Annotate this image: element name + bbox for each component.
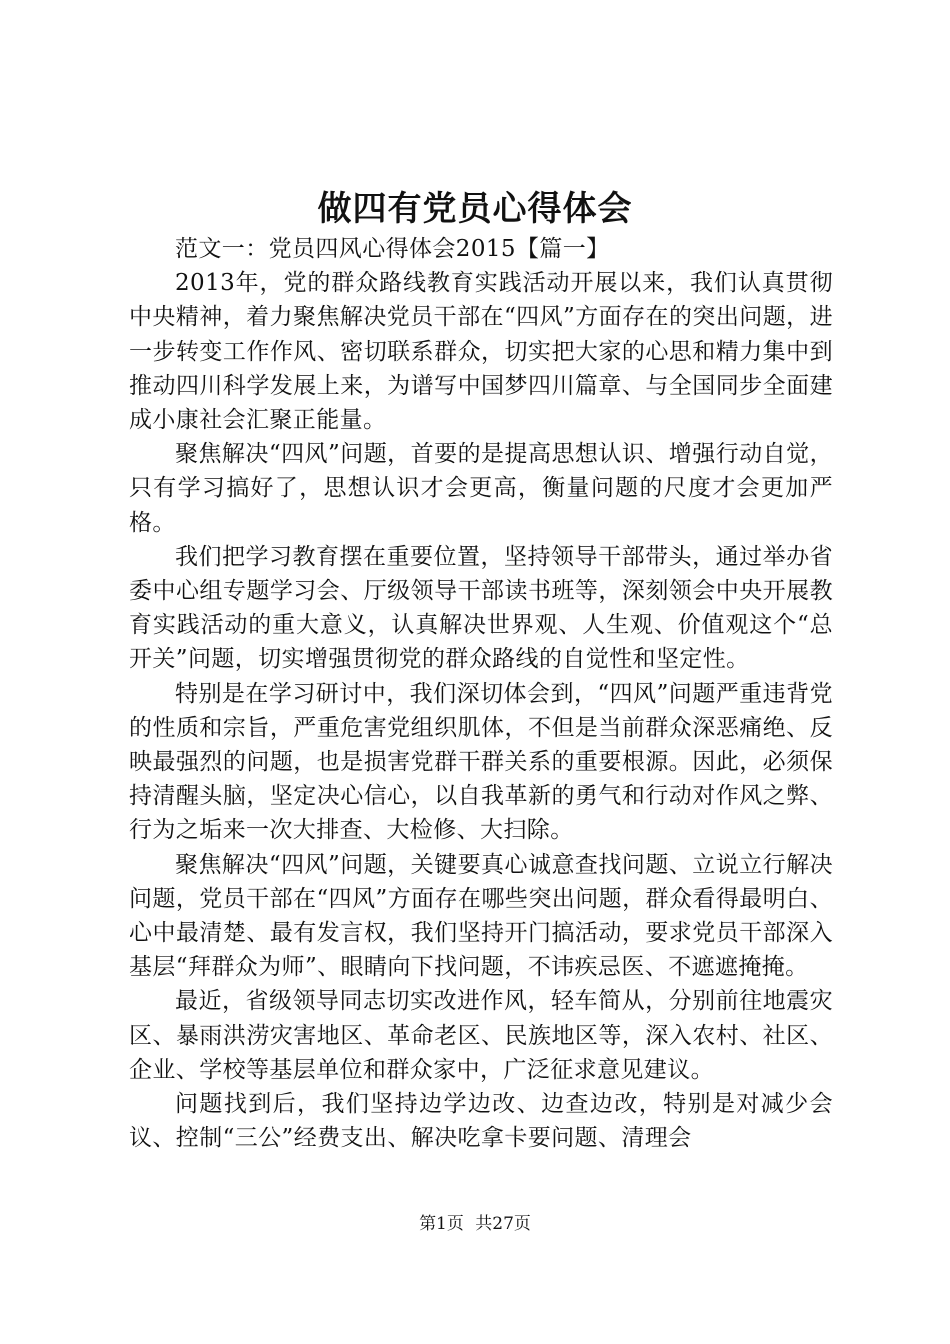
document-title: 做四有党员心得体会	[317, 189, 633, 229]
document-body	[129, 232, 833, 1155]
paragraph: 聚焦解决“四风”问题，首要的是提高思想认识、增强行动自觉，只有学习搞好了，思想认识才会更高，衡量问题的尺度才会更加严格。	[129, 441, 833, 536]
paragraph-heading: 范文一：党员四风心得体会2015【篇一】	[175, 236, 610, 262]
paragraph: 聚焦解决“四风”问题，关键要真心诚意查找问题、立说立行解决问题，党员干部在“四风”方面存在哪些突出问题，群众看得最明白、心中最清楚、最有发言权，我们坚持开门搞活动，要求党员干部深入基层“拜群众为师”、眼睛向下找问题，不讳疾忌医、不遮遮掩掩。	[129, 851, 833, 981]
paragraph: 我们把学习教育摆在重要位置，坚持领导干部带头，通过举办省委中心组专题学习会、厅级领导干部读书班等，深刻领会中央开展教育实践活动的重大意义，认真解决世界观、人生观、价值观这个“总开关”问题，切实增强贯彻党的群众路线的自觉性和坚定性。	[129, 543, 833, 673]
paragraph: 问题找到后，我们坚持边学边改、边查边改，特别是对减少会议、控制“三公”经费支出、解决吃拿卡要问题、清理会	[129, 1091, 833, 1152]
page-total: 共27页	[475, 1214, 531, 1234]
paragraph: 最近，省级领导同志切实改进作风，轻车简从，分别前往地震灾区、暴雨洪涝灾害地区、革命老区、民族地区等，深入农村、社区、企业、学校等基层单位和群众家中，广泛征求意见建议。	[129, 988, 833, 1083]
paragraph: 2013年，党的群众路线教育实践活动开展以来，我们认真贯彻中央精神，着力聚焦解决党员干部在“四风”方面存在的突出问题，进一步转变工作作风、密切联系群众，切实把大家的心思和精力集中到推动四川科学发展上来，为谱写中国梦四川篇章、与全国同步全面建成小康社会汇聚正能量。	[129, 270, 833, 434]
page-number: 第1页	[419, 1214, 464, 1234]
page-footer	[0, 1213, 950, 1235]
paragraph: 特别是在学习研讨中，我们深切体会到，“四风”问题严重违背党的性质和宗旨，严重危害党组织肌体，不但是当前群众深恶痛绝、反映最强烈的问题，也是损害党群干群关系的重要根源。因此，必须保持清醒头脑，坚定决心信心，以自我革新的勇气和行动对作风之弊、行为之垢来一次大排查、大检修、大扫除。	[129, 680, 833, 844]
